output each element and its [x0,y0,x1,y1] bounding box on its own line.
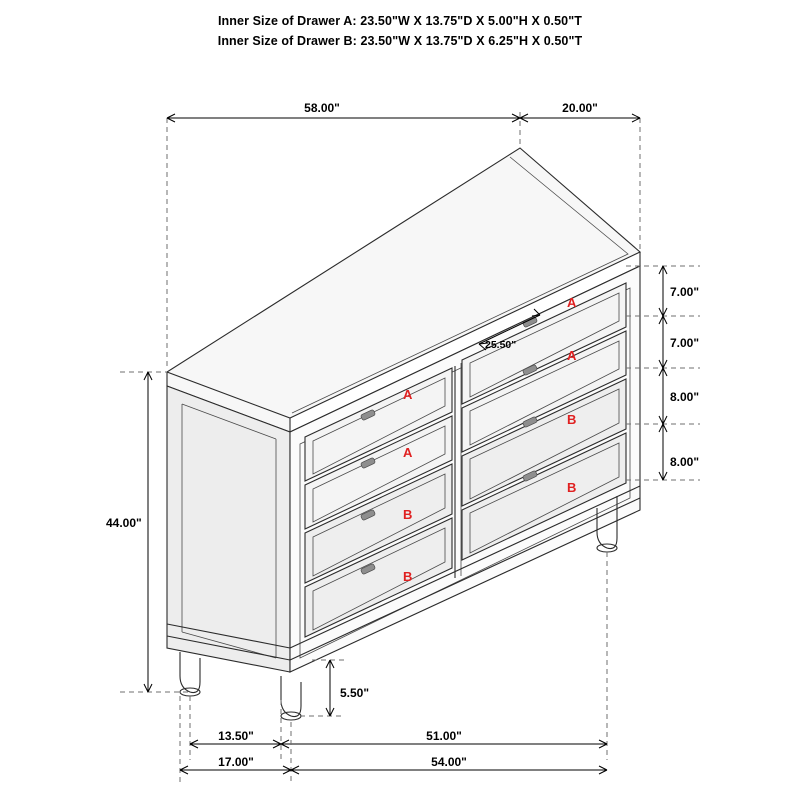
dim-bottom-low-left: 17.00" [218,755,254,769]
dim-right-4: 8.00" [670,455,700,469]
drawer-label-right-4: B [567,480,577,495]
dim-right-2: 7.00" [670,336,700,350]
dim-top-depth: 20.00" [562,101,598,115]
drawer-b-inner-size-text: Inner Size of Drawer B: 23.50"W X 13.75"D X 6.25"H X 0.50"T [217,34,583,48]
drawer-a-inner-size-text: Inner Size of Drawer A: 23.50"W X 13.75"D X 5.00"H X 0.50"T [217,14,582,28]
dim-bottom-left: 13.50" [218,729,254,743]
drawer-label-left-4: B [403,569,413,584]
drawer-label-right-2: A [567,348,577,363]
dim-leg-height: 5.50" [340,686,370,700]
dim-total-height: 44.00" [106,516,142,530]
dim-right-1: 7.00" [670,285,700,299]
dim-bottom-low-right: 54.00" [431,755,467,769]
drawer-label-left-3: B [403,507,413,522]
dim-top-width: 58.00" [304,101,340,115]
drawer-label-right-1: A [567,295,577,310]
dim-right-3: 8.00" [670,390,700,404]
drawer-label-left-2: A [403,445,413,460]
dim-bottom-mid: 51.00" [426,729,462,743]
dim-drawer-width: 25.50" [485,339,517,351]
drawer-label-left-1: A [403,387,413,402]
drawer-label-right-3: B [567,412,577,427]
